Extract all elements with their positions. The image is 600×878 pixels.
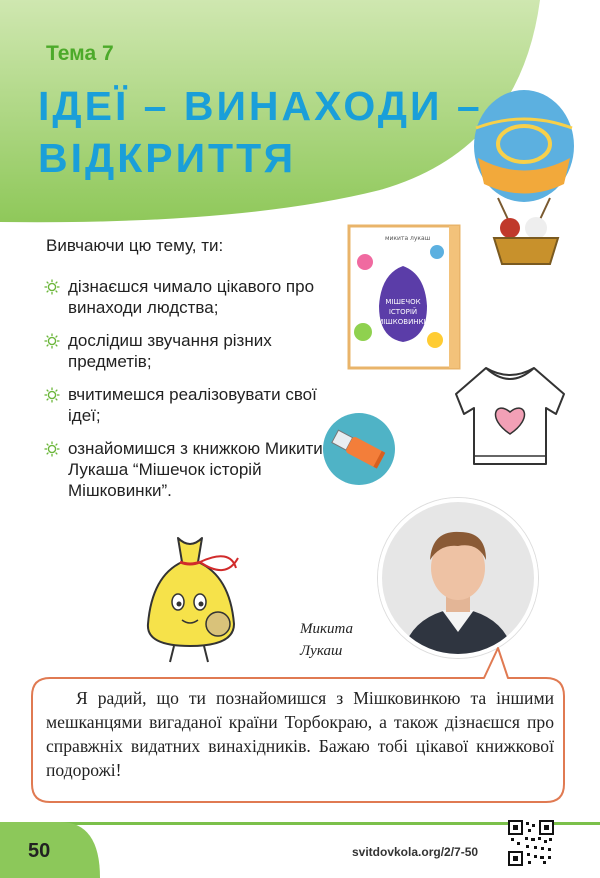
sweater-illustration [446,360,574,472]
sun-icon [44,441,60,457]
author-portrait [382,502,534,654]
sun-icon [44,279,60,295]
caption-line-1: Микита [300,621,354,637]
topic-label: Тема 7 [46,42,114,65]
intro-text: Вивчаючи цю тему, ти: [46,236,224,255]
list-item [44,330,334,372]
caption-line-2: Лукаш [300,643,343,659]
usb-drive-illustration [322,412,396,486]
svg-text:микита лукаш: микита лукаш [385,235,431,242]
list-item [44,384,334,426]
list-item [44,438,334,501]
page-title [38,80,483,184]
footer-url[interactable]: svitdovkola.org/2/7-50 [352,845,479,859]
svg-text:ІСТОРІЙ: ІСТОРІЙ [388,308,418,316]
goal-text: дослідиш звучання різних предметів; [68,331,272,371]
sun-icon [44,333,60,349]
goal-text: вчитимешся реалізовувати свої ідеї; [68,385,317,425]
page-number: 50 [28,840,51,862]
author-photo [378,498,538,658]
book-cover-illustration [345,222,463,372]
sun-icon [44,387,60,403]
list-item [44,276,334,318]
goal-text: дізнаєшся чимало цікавого про винаходи людства; [68,277,315,317]
goal-text: ознайомишся з книжкою Микити Лукаша “Мішечок історій Мішковинки”. [68,439,323,500]
title-line-2: ВІДКРИТТЯ [38,135,297,181]
title-line-1: ІДЕЇ – ВИНАХОДИ – [38,83,483,129]
book-title-art: МІШЕЧОК [385,298,421,306]
qr-code-icon[interactable] [508,820,554,866]
svg-text:МІШКОВИНКИ: МІШКОВИНКИ [377,318,429,326]
author-quote: Я радий, що ти познайомишся з Мішковинкою та іншими мешканцями вигаданої країни Торбокраю, а також дізнаєшся про справжніх видатних винахідників. Бажаю тобі цікавої книжкової подорожі! [46,688,554,780]
goals-list [44,276,334,513]
hot-air-balloon-illustration [468,88,580,276]
page-number-tab [0,822,110,878]
